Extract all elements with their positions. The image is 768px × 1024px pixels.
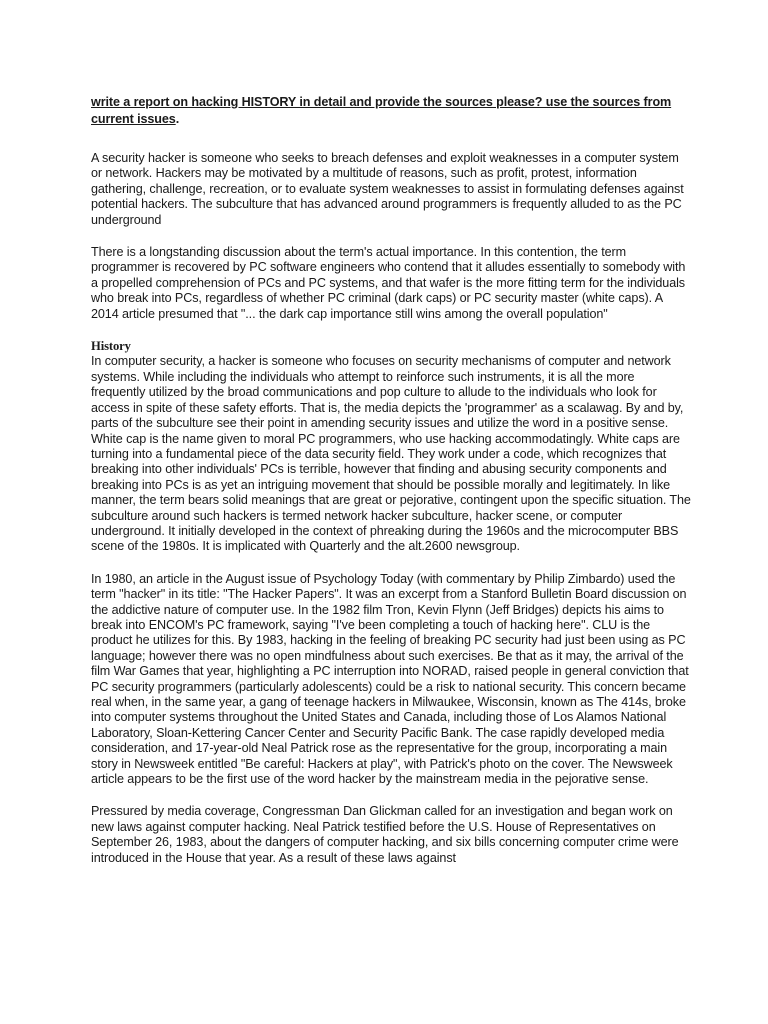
history-paragraph-3: Pressured by media coverage, Congressman Dan Glickman called for an investigation and began work on new laws against computer hacking. Neal Patrick testified before the U.S. House of Representatives on September 26, 1983, about the dangers of computer hacking, and six bills concerning computer crime were introduced in the House that year. As a result of these laws against	[91, 804, 679, 865]
history-section-title: History	[91, 339, 131, 354]
question-heading	[91, 94, 691, 128]
question-heading-text: write a report on hacking HISTORY in detail and provide the sources please? use the sources from current issues	[91, 95, 672, 126]
intro-paragraph-1: A security hacker is someone who seeks to breach defenses and exploit weaknesses in a computer system or network. Hackers may be motivated by a multitude of reasons, such as profit, protest, information gathering, challenge, recreation, or to evaluate system weaknesses to assist in formulating defenses against potential hackers. The subculture that has advanced around programmers is frequently alluded to as the PC underground	[91, 151, 684, 227]
document-content	[91, 94, 691, 883]
question-heading-period: .	[175, 112, 180, 126]
history-paragraph-2: In 1980, an article in the August issue of Psychology Today (with commentary by Philip Zimbardo) used the term "hacker" in its title: "The Hacker Papers". It was an excerpt from a Stanford Bulletin Board discussion on the addictive nature of computer use. In the 1982 film Tron, Kevin Flynn (Jeff Bridges) depicts his aims to break into ENCOM's PC framework, saying "I've been completing a touch of hacking here". CLU is the product he utilizes for this. By 1983, hacking in the feeling of breaking PC security had just been using as PC language; however there was no open mindfulness about such exercises. Be that as it may, the arrival of the film War Games that year, highlighting a PC interruption into NORAD, raised people in general conviction that PC security programmers (particularly adolescents) could be a risk to national security. This concern became real when, in the same year, a gang of teenage hackers in Milwaukee, Wisconsin, known as The 414s, broke into computer systems throughout the United States and Canada, including those of Los Alamos National Laboratory, Sloan-Kettering Cancer Center and Security Pacific Bank. The case rapidly developed media consideration, and 17-year-old Neal Patrick rose as the representative for the group, incorporating a main story in Newsweek entitled "Be careful: Hackers at play", with Patrick's photo on the cover. The Newsweek article appears to be the first use of the word hacker by the mainstream media in the pejorative sense.	[91, 571, 689, 787]
history-paragraph-1: In computer security, a hacker is someone who focuses on security mechanisms of computer and network systems. While including the individuals who attempt to reinforce such instruments, it is all the more frequently utilized by the broad communications and pop culture to allude to the individuals who look for access in spite of these safety efforts. That is, the media depicts the 'programmer' as a scalawag. By and by, parts of the subculture see their point in amending security issues and utilize the word in a positive sense. White cap is the name given to moral PC programmers, who use hacking accommodatingly. White caps are turning into a fundamental piece of the data security field. They work under a code, which recognizes that breaking into other individuals' PCs is terrible, however that finding and abusing security components and breaking into PCs is as yet an intriguing movement that should be possible morally and legitimately. In like manner, the term bears solid meanings that are great or pejorative, contingent upon the specific situation. The subculture around such hackers is termed network hacker subculture, hacker scene, or computer underground. It initially developed in the context of phreaking during the 1960s and the microcomputer BBS scene of the 1980s. It is implicated with Quarterly and the alt.2600 newsgroup.	[91, 354, 691, 554]
intro-paragraph-2: There is a longstanding discussion about the term's actual importance. In this contention, the term programmer is recovered by PC software engineers who contend that it alludes essentially to somebody with a propelled comprehension of PCs and PC systems, and that wafer is the more fitting term for the individuals who break into PCs, regardless of whether PC criminal (dark caps) or PC security master (white caps). A 2014 article presumed that "... the dark cap importance still wins among the overall population"	[91, 245, 686, 321]
